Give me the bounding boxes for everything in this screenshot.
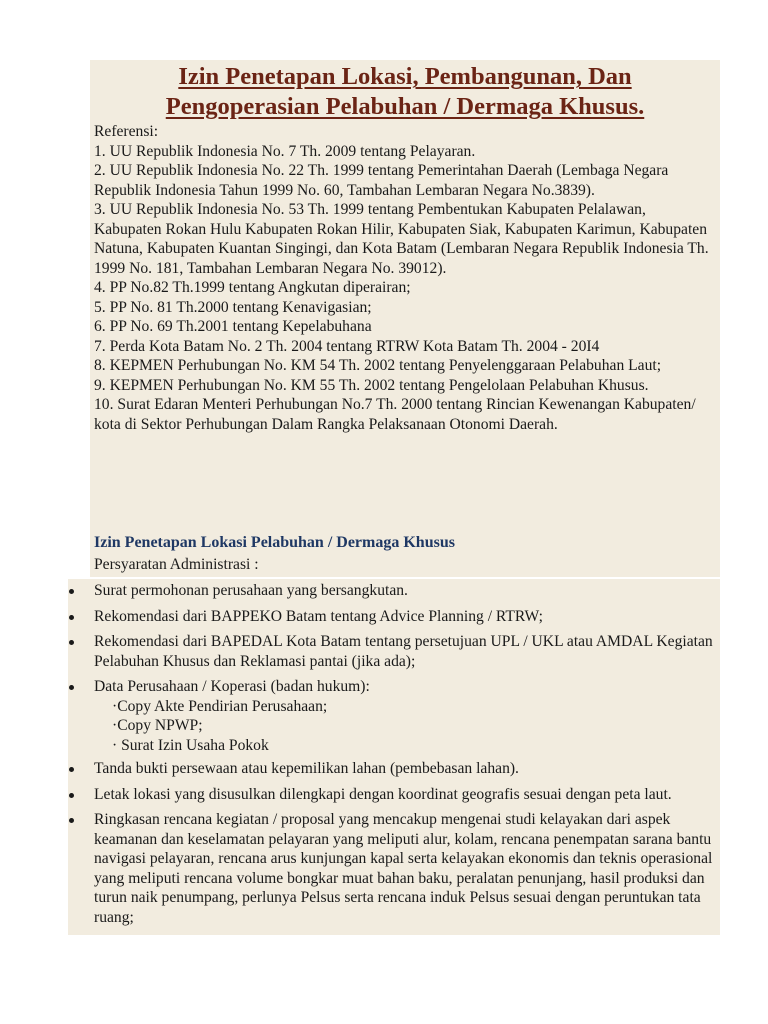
list-item-text: Tanda bukti persewaan atau kepemilikan lahan (pembebasan lahan). xyxy=(94,760,519,777)
reference-item: 3. UU Republik Indonesia No. 53 Th. 1999 tentang Pembentukan Kabupaten Pelalawan, Kabupaten Rokan Hulu Kabupaten Rokan Hilir, Kabupaten Siak, Kabupaten Karimun, Kabupaten Natuna, Kabupaten Kuantan Singingi, dan Kota Batam (Lembaran Negara Republik Indonesia Th. 1999 No. 181, Tambahan Lembaran Negara No. 39012). xyxy=(94,201,709,277)
reference-item: 4. PP No.82 Th.1999 tentang Angkutan diperairan; xyxy=(94,279,411,296)
list-item-text: Rekomendasi dari BAPEDAL Kota Batam tentang persetujuan UPL / UKL atau AMDAL Kegiatan Pelabuhan Khusus dan Reklamasi pantai (jika ada); xyxy=(94,633,713,670)
requirements-list xyxy=(68,581,718,933)
section-heading: Izin Penetapan Lokasi Pelabuhan / Dermaga Khusus xyxy=(94,534,455,551)
list-item xyxy=(68,810,718,927)
reference-item: 6. PP No. 69 Th.2001 tentang Kepelabuhana xyxy=(94,318,372,335)
list-item-text: Surat permohonan perusahaan yang bersangkutan. xyxy=(94,582,408,599)
list-item xyxy=(68,785,718,805)
list-item xyxy=(68,607,718,627)
list-item xyxy=(68,581,718,601)
list-item-text: Rekomendasi dari BAPPEKO Batam tentang Advice Planning / RTRW; xyxy=(94,607,543,625)
list-item-text: Ringkasan rencana kegiatan / proposal yang mencakup mengenai studi kelayakan dari aspek keamanan dan keselamatan pelayaran yang meliputi alur, kolam, rencana penempatan sarana bantu navigasi pelayaran, rencana arus kunjungan kapal serta kelayakan ekonomis dan teknis operasional yang meliputi rencana volume bongkar muat bahan baku, peralatan penunjang, hasil produksi dan turun naik penumpang, perlunya Pelsus serta rencana induk Pelsus sesuai dengan peruntukan tata ruang; xyxy=(94,811,713,926)
bullet-icon xyxy=(69,818,74,823)
references-heading: Referensi: xyxy=(94,123,159,140)
list-item-text: Data Perusahaan / Koperasi (badan hukum): xyxy=(94,678,370,695)
reference-item: 1. UU Republik Indonesia No. 7 Th. 2009 tentang Pelayaran. xyxy=(94,142,476,160)
reference-item: 10. Surat Edaran Menteri Perhubungan No.7 Th. 2000 tentang Rincian Kewenangan Kabupaten/ kota di Sektor Perhubungan Dalam Rangka Pelaksanaan Otonomi Daerah. xyxy=(94,396,696,433)
title-line-2: Pengoperasian Pelabuhan / Dermaga Khusus. xyxy=(165,93,645,120)
sub-list-item: ·Copy Akte Pendirian Perusahaan; xyxy=(112,697,328,715)
document-title xyxy=(90,62,720,122)
sub-list-item: ·Copy NPWP; xyxy=(112,717,203,734)
list-item xyxy=(68,677,718,755)
bullet-icon xyxy=(69,793,74,798)
list-item xyxy=(68,632,718,671)
reference-item: 2. UU Republik Indonesia No. 22 Th. 1999 tentang Pemerintahan Daerah (Lembaga Negara Republik Indonesia Tahun 1999 No. 60, Tambahan Lembaran Negara No.3839). xyxy=(94,162,669,199)
bullet-icon xyxy=(69,640,74,645)
bullet-icon xyxy=(69,767,74,772)
admin-requirements-label: Persyaratan Administrasi : xyxy=(94,556,259,573)
list-item xyxy=(68,759,718,779)
reference-item: 9. KEPMEN Perhubungan No. KM 55 Th. 2002 tentang Pengelolaan Pelabuhan Khusus. xyxy=(94,376,649,394)
bullet-icon xyxy=(69,615,74,620)
references-section xyxy=(94,122,714,434)
bullet-icon xyxy=(69,685,74,690)
reference-item: 7. Perda Kota Batam No. 2 Th. 2004 tentang RTRW Kota Batam Th. 2004 - 20I4 xyxy=(94,337,600,355)
list-item-text: Letak lokasi yang disusulkan dilengkapi dengan koordinat geografis sesuai dengan peta laut. xyxy=(94,785,672,803)
bullet-icon xyxy=(69,589,74,594)
reference-item: 5. PP No. 81 Th.2000 tentang Kenavigasian; xyxy=(94,298,372,316)
sub-list-item: · Surat Izin Usaha Pokok xyxy=(112,736,269,754)
reference-item: 8. KEPMEN Perhubungan No. KM 54 Th. 2002 tentang Penyelenggaraan Pelabuhan Laut; xyxy=(94,357,662,374)
title-line-1: Izin Penetapan Lokasi, Pembangunan, Dan xyxy=(178,63,632,90)
